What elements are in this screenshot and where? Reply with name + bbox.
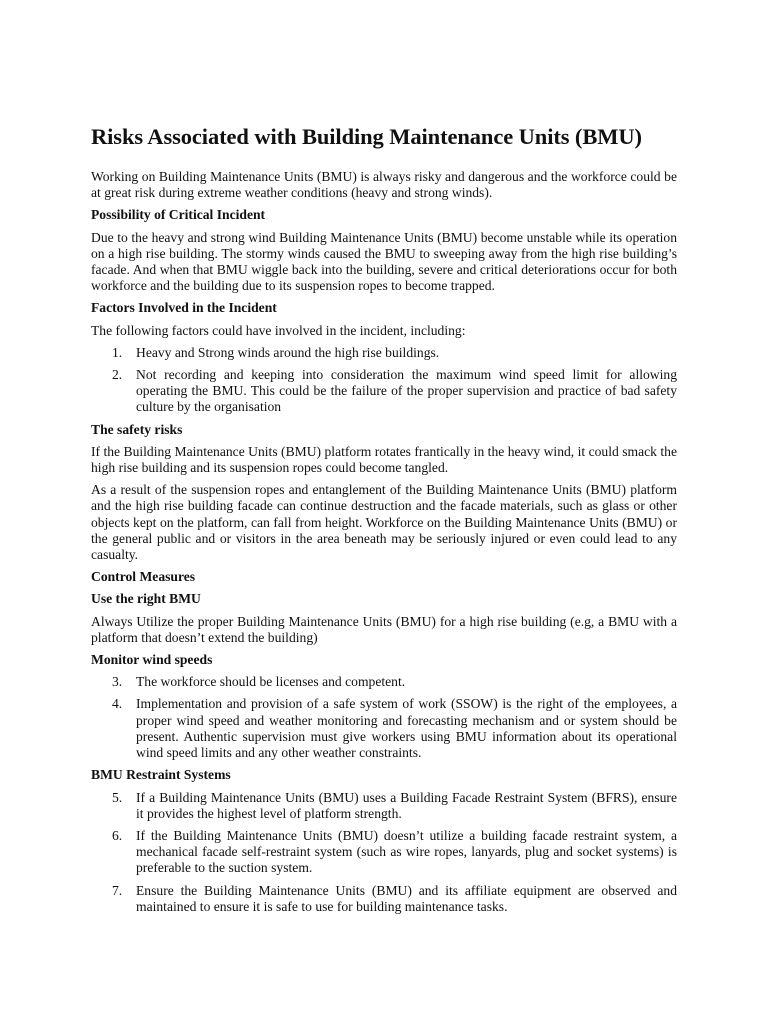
list-item-text: If the Building Maintenance Units (BMU) doesn’t utilize a building facade restraint system, a mechanical facade self-restraint system (such as wire ropes, lanyards, plug and socket systems) is preferable to the suction system. <box>136 827 677 876</box>
document-page <box>91 122 677 921</box>
heading-wind-speeds: Monitor wind speeds <box>91 652 213 668</box>
document-title: Risks Associated with Building Maintenance Units (BMU) <box>91 124 642 149</box>
list-number: 6. <box>112 827 123 843</box>
paragraph-right-bmu: Always Utilize the proper Building Maintenance Units (BMU) for a high rise building (e.g, a BMU with a platform that doesn’t extend the building) <box>91 613 677 645</box>
list-number: 2. <box>112 367 123 383</box>
list-item <box>91 828 677 877</box>
list-number: 5. <box>112 789 123 805</box>
list-item-text: Not recording and keeping into consideration the maximum wind speed limit for allowing operating the BMU. This could be the failure of the proper supervision and practice of bad safety culture by the organisation <box>136 367 677 415</box>
paragraph-critical-incident: Due to the heavy and strong wind Building Maintenance Units (BMU) become unstable while its operation on a high rise building. The stormy winds caused the BMU to sweeping away from the high rise building’s facade. And when that BMU wiggle back into the building, severe and critical deteriorations occur for both workforce and the building due to its suspension ropes to become trapped. <box>91 229 677 294</box>
wind-speeds-list <box>91 674 677 761</box>
list-item <box>91 696 677 761</box>
heading-safety-risks: The safety risks <box>91 421 183 437</box>
heading-control-measures: Control Measures <box>91 569 196 585</box>
list-item-text: If a Building Maintenance Units (BMU) uses a Building Facade Restraint System (BFRS), ensure it provides the highest level of platform strength. <box>136 789 677 821</box>
list-number: 3. <box>112 674 123 690</box>
heading-restraint-systems: BMU Restraint Systems <box>91 767 231 783</box>
heading-factors: Factors Involved in the Incident <box>91 300 277 316</box>
list-item <box>91 674 677 690</box>
list-number: 7. <box>112 882 123 898</box>
list-item <box>91 790 677 822</box>
list-item <box>91 345 677 361</box>
heading-right-bmu: Use the right BMU <box>91 591 201 607</box>
heading-critical-incident: Possibility of Critical Incident <box>91 207 266 223</box>
paragraph-safety-risks-1: If the Building Maintenance Units (BMU) platform rotates frantically in the heavy wind, it could smack the high rise building and its suspension ropes could become tangled. <box>91 443 677 476</box>
restraint-list <box>91 790 677 915</box>
list-item-text: The workforce should be licenses and competent. <box>136 674 406 690</box>
paragraph-safety-risks-2: As a result of the suspension ropes and entanglement of the Building Maintenance Units (BMU) platform and the high rise building facade can continue destruction and the facade materials, such as glass or other objects kept on the platform, can fall from height. Workforce on the Building Maintenance Units (BMU) or the general public and or visitors in the area beneath may be seriously injured or even could lead to any casualty. <box>91 482 677 563</box>
list-item <box>91 883 677 915</box>
list-item <box>91 367 677 416</box>
list-number: 1. <box>112 344 123 360</box>
list-number: 4. <box>112 696 123 712</box>
list-item-text: Ensure the Building Maintenance Units (BMU) and its affiliate equipment are observed and maintained to ensure it is safe to use for building maintenance tasks. <box>136 882 677 914</box>
factors-list <box>91 345 677 416</box>
paragraph-factors: The following factors could have involved in the incident, including: <box>91 322 466 338</box>
list-item-text: Implementation and provision of a safe system of work (SSOW) is the right of the employees, a proper wind speed and weather monitoring and forecasting mechanism and or system should be present. Authentic supervision must give workers using BMU information about its operational wind speed limits and any other weather constraints. <box>136 696 677 761</box>
intro-paragraph: Working on Building Maintenance Units (BMU) is always risky and dangerous and the workforce could be at great risk during extreme weather conditions (heavy and strong winds). <box>91 169 677 201</box>
list-item-text: Heavy and Strong winds around the high rise buildings. <box>136 344 440 360</box>
